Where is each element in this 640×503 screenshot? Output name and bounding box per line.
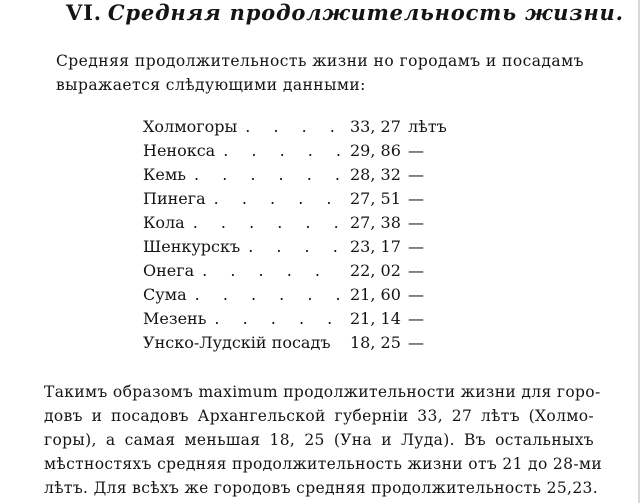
years-value: 21, 14 <box>350 309 401 328</box>
ditto-mark: — <box>408 141 424 160</box>
leader-dots: . . . . <box>248 237 347 256</box>
table-row <box>143 211 447 235</box>
leader-dots: . . . . . . <box>194 285 350 304</box>
section-heading <box>66 0 624 25</box>
years-value: 18, 25 <box>350 333 401 352</box>
city-name: Пинега <box>143 189 206 208</box>
leader-dots: . . . . . <box>223 141 350 160</box>
years-value: 29, 86 <box>350 141 401 160</box>
conclusion-line-3: горы), а самая меньшая 18, 25 (Уна и Луда). Въ остальныхъ <box>44 431 594 449</box>
table-row <box>143 307 447 331</box>
city-name: Онега <box>143 261 195 280</box>
ditto-mark: — <box>408 213 424 232</box>
years-value: 28, 32 <box>350 165 401 184</box>
conclusion-line-2: довъ и посадовъ Архангельской губерніи 33, 27 лѣтъ (Холмо- <box>44 407 594 425</box>
years-value: 27, 38 <box>350 213 401 232</box>
city-name: Унско-Лудскій посадъ <box>143 333 331 352</box>
city-name: Мезень <box>143 309 207 328</box>
ditto-mark: — <box>408 309 424 328</box>
table-row <box>143 283 447 307</box>
city-name: Кемь <box>143 165 187 184</box>
leader-dots: . . . . . <box>214 309 342 328</box>
years-value: 27, 51 <box>350 189 401 208</box>
conclusion-line-5: лѣтъ. Для всѣхъ же городовъ средняя продолжительность 25,23. <box>44 479 599 497</box>
leader-dots: . . . . . . <box>194 165 349 184</box>
table-row <box>143 187 447 211</box>
years-value: 23, 17 <box>350 237 401 256</box>
table-row <box>143 115 447 139</box>
city-name: Шенкурскъ <box>143 237 241 256</box>
leader-dots: . . . . <box>245 117 344 136</box>
years-value: 33, 27 <box>350 117 401 136</box>
conclusion-line-4: мѣстностяхъ средняя продолжительность жизни отъ 21 до 28-ми <box>44 455 603 473</box>
ditto-mark: — <box>408 285 424 304</box>
table-row <box>143 139 447 163</box>
years-value: 22, 02 <box>350 261 401 280</box>
leader-dots: . . . . . <box>213 189 341 208</box>
leader-dots: . . . . . <box>202 261 329 280</box>
intro-line-1: Средняя продолжительность жизни но городамъ и посадамъ <box>56 52 584 70</box>
life-expectancy-table <box>143 115 447 355</box>
ditto-mark: — <box>408 189 424 208</box>
section-title: Средняя продолжительность жизни. <box>107 0 624 25</box>
ditto-mark: — <box>408 165 424 184</box>
leader-dots: . . . . . . <box>192 213 348 232</box>
intro-line-2: выражается слѣдующими данными: <box>56 76 366 94</box>
ditto-mark: — <box>408 237 424 256</box>
ditto-mark: — <box>408 333 424 352</box>
section-number: VI. <box>66 0 102 25</box>
table-row <box>143 235 447 259</box>
table-row <box>143 331 447 355</box>
years-value: 21, 60 <box>350 285 401 304</box>
city-name: Сума <box>143 285 187 304</box>
city-name: Холмогоры <box>143 117 238 136</box>
conclusion-line-1: Такимъ образомъ maximum продолжительности жизни для горо- <box>44 383 601 401</box>
table-row <box>143 259 447 283</box>
city-name: Кола <box>143 213 185 232</box>
city-name: Ненокса <box>143 141 216 160</box>
unit-label: лѣтъ <box>408 117 447 136</box>
ditto-mark: — <box>408 261 424 280</box>
table-row <box>143 163 447 187</box>
